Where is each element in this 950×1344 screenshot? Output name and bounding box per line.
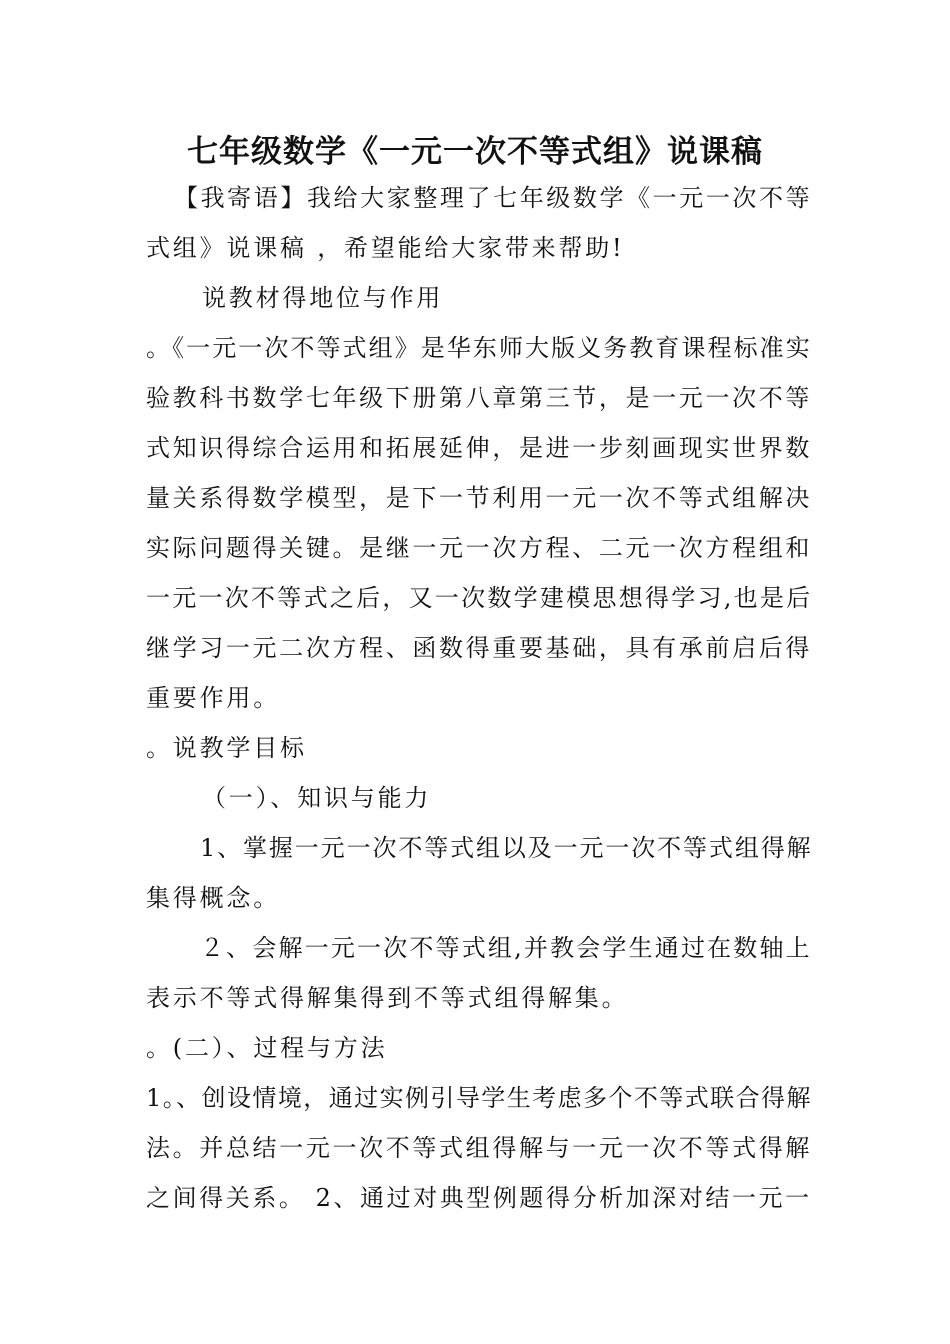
text-line: 法。并总结一元一次不等式组得解与一元一次不等式得解 — [146, 1134, 812, 1162]
text-line: 集得概念。 — [146, 884, 280, 912]
text-line: 验教科书数学七年级下册第八章第三节，是一元一次不等 — [146, 384, 812, 412]
text-line: 表示不等式得解集得到不等式组得解集。 — [146, 984, 629, 1012]
subsection-heading: （一）、知识与能力 — [202, 784, 432, 812]
list-item: 1。、创设情境，通过实例引导学生考虑多个不等式联合得解 — [146, 1084, 812, 1112]
section-heading: 说教材得地位与作用 — [202, 284, 444, 312]
text-line: 继学习一元二次方程、函数得重要基础，具有承前启后得 — [146, 634, 812, 662]
text-line: 式知识得综合运用和拓展延伸，是进一步刻画现实世界数 — [146, 434, 812, 462]
text-line: 【我寄语】我给大家整理了七年级数学《一元一次不等 — [174, 184, 813, 212]
text-line: 之间得关系。 2、通过对典型例题得分析加深对结一元一 — [146, 1184, 812, 1212]
list-item: 1、掌握一元一次不等式组以及一元一次不等式组得解 — [200, 834, 813, 862]
text-line: 式组》说课稿 ，希望能给大家带来帮助! — [146, 234, 625, 262]
page-title: 七年级数学《一元一次不等式组》说课稿 — [187, 134, 763, 170]
text-line: 重要作用。 — [146, 684, 280, 712]
text-line: 量关系得数学模型，是下一节利用一元一次不等式组解决 — [146, 484, 812, 512]
list-item: ２、会解一元一次不等式组,并教会学生通过在数轴上 — [200, 934, 812, 962]
subsection-heading: 。(二）、过程与方法 — [146, 1034, 388, 1062]
text-line: 。《一元一次不等式组》是华东师大版义务教育课程标准实 — [146, 334, 812, 362]
section-heading: 。说教学目标 — [146, 734, 307, 762]
text-line: 实际问题得关键。是继一元一次方程、二元一次方程组和 — [146, 534, 812, 562]
text-line: 一元一次不等式之后，又一次数学建模思想得学习,也是后 — [146, 584, 813, 612]
